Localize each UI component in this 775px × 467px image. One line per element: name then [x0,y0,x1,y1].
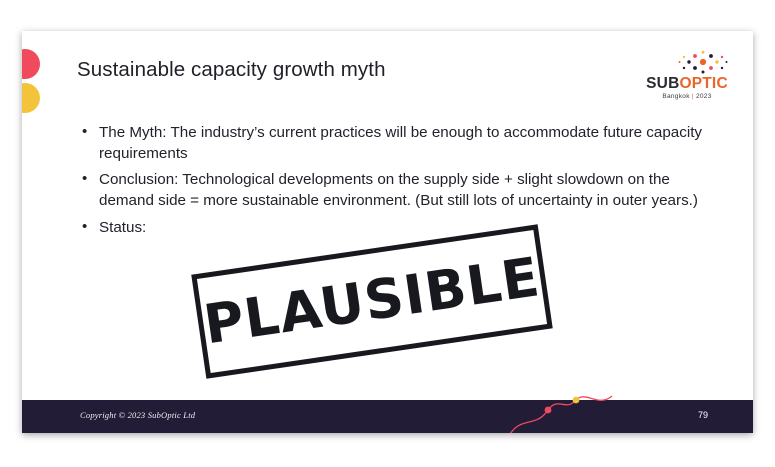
slide-canvas [22,31,753,433]
footer-squiggle-icon [502,394,632,433]
list-item: • The Myth: The industry’s current practices will be enough to accommodate future capacity requirements [82,123,702,164]
list-item: • Status: [82,218,702,239]
footer-page-number: 79 [697,410,708,420]
logo-word-optic: OPTIC [679,75,728,92]
logo-wordmark [639,75,735,93]
slide-body [82,123,702,244]
decorative-yellow-dot-icon [22,83,40,113]
status-badge [191,224,552,378]
stamp-label: PLAUSIBLE [199,244,544,356]
logo-tagline-separator: | [691,93,694,100]
page-title: Sustainable capacity growth myth [77,58,386,81]
logo-tagline-year: 2023 [695,93,712,100]
logo-dot-cluster-icon [677,49,729,77]
list-item: • Conclusion: Technological developments on the supply side + slight slowdown on the demand side = more sustainable environment. (But still lots of uncertainty in outer years.) [82,170,702,211]
logo-tagline [639,93,735,100]
suboptic-logo [639,49,735,111]
footer-copyright: Copyright © 2023 SubOptic Ltd [80,410,196,420]
decorative-pink-dot-icon [22,49,40,79]
logo-word-sub: SUB [646,75,680,92]
logo-tagline-city: Bangkok [662,93,690,100]
slide-footer [22,400,753,433]
